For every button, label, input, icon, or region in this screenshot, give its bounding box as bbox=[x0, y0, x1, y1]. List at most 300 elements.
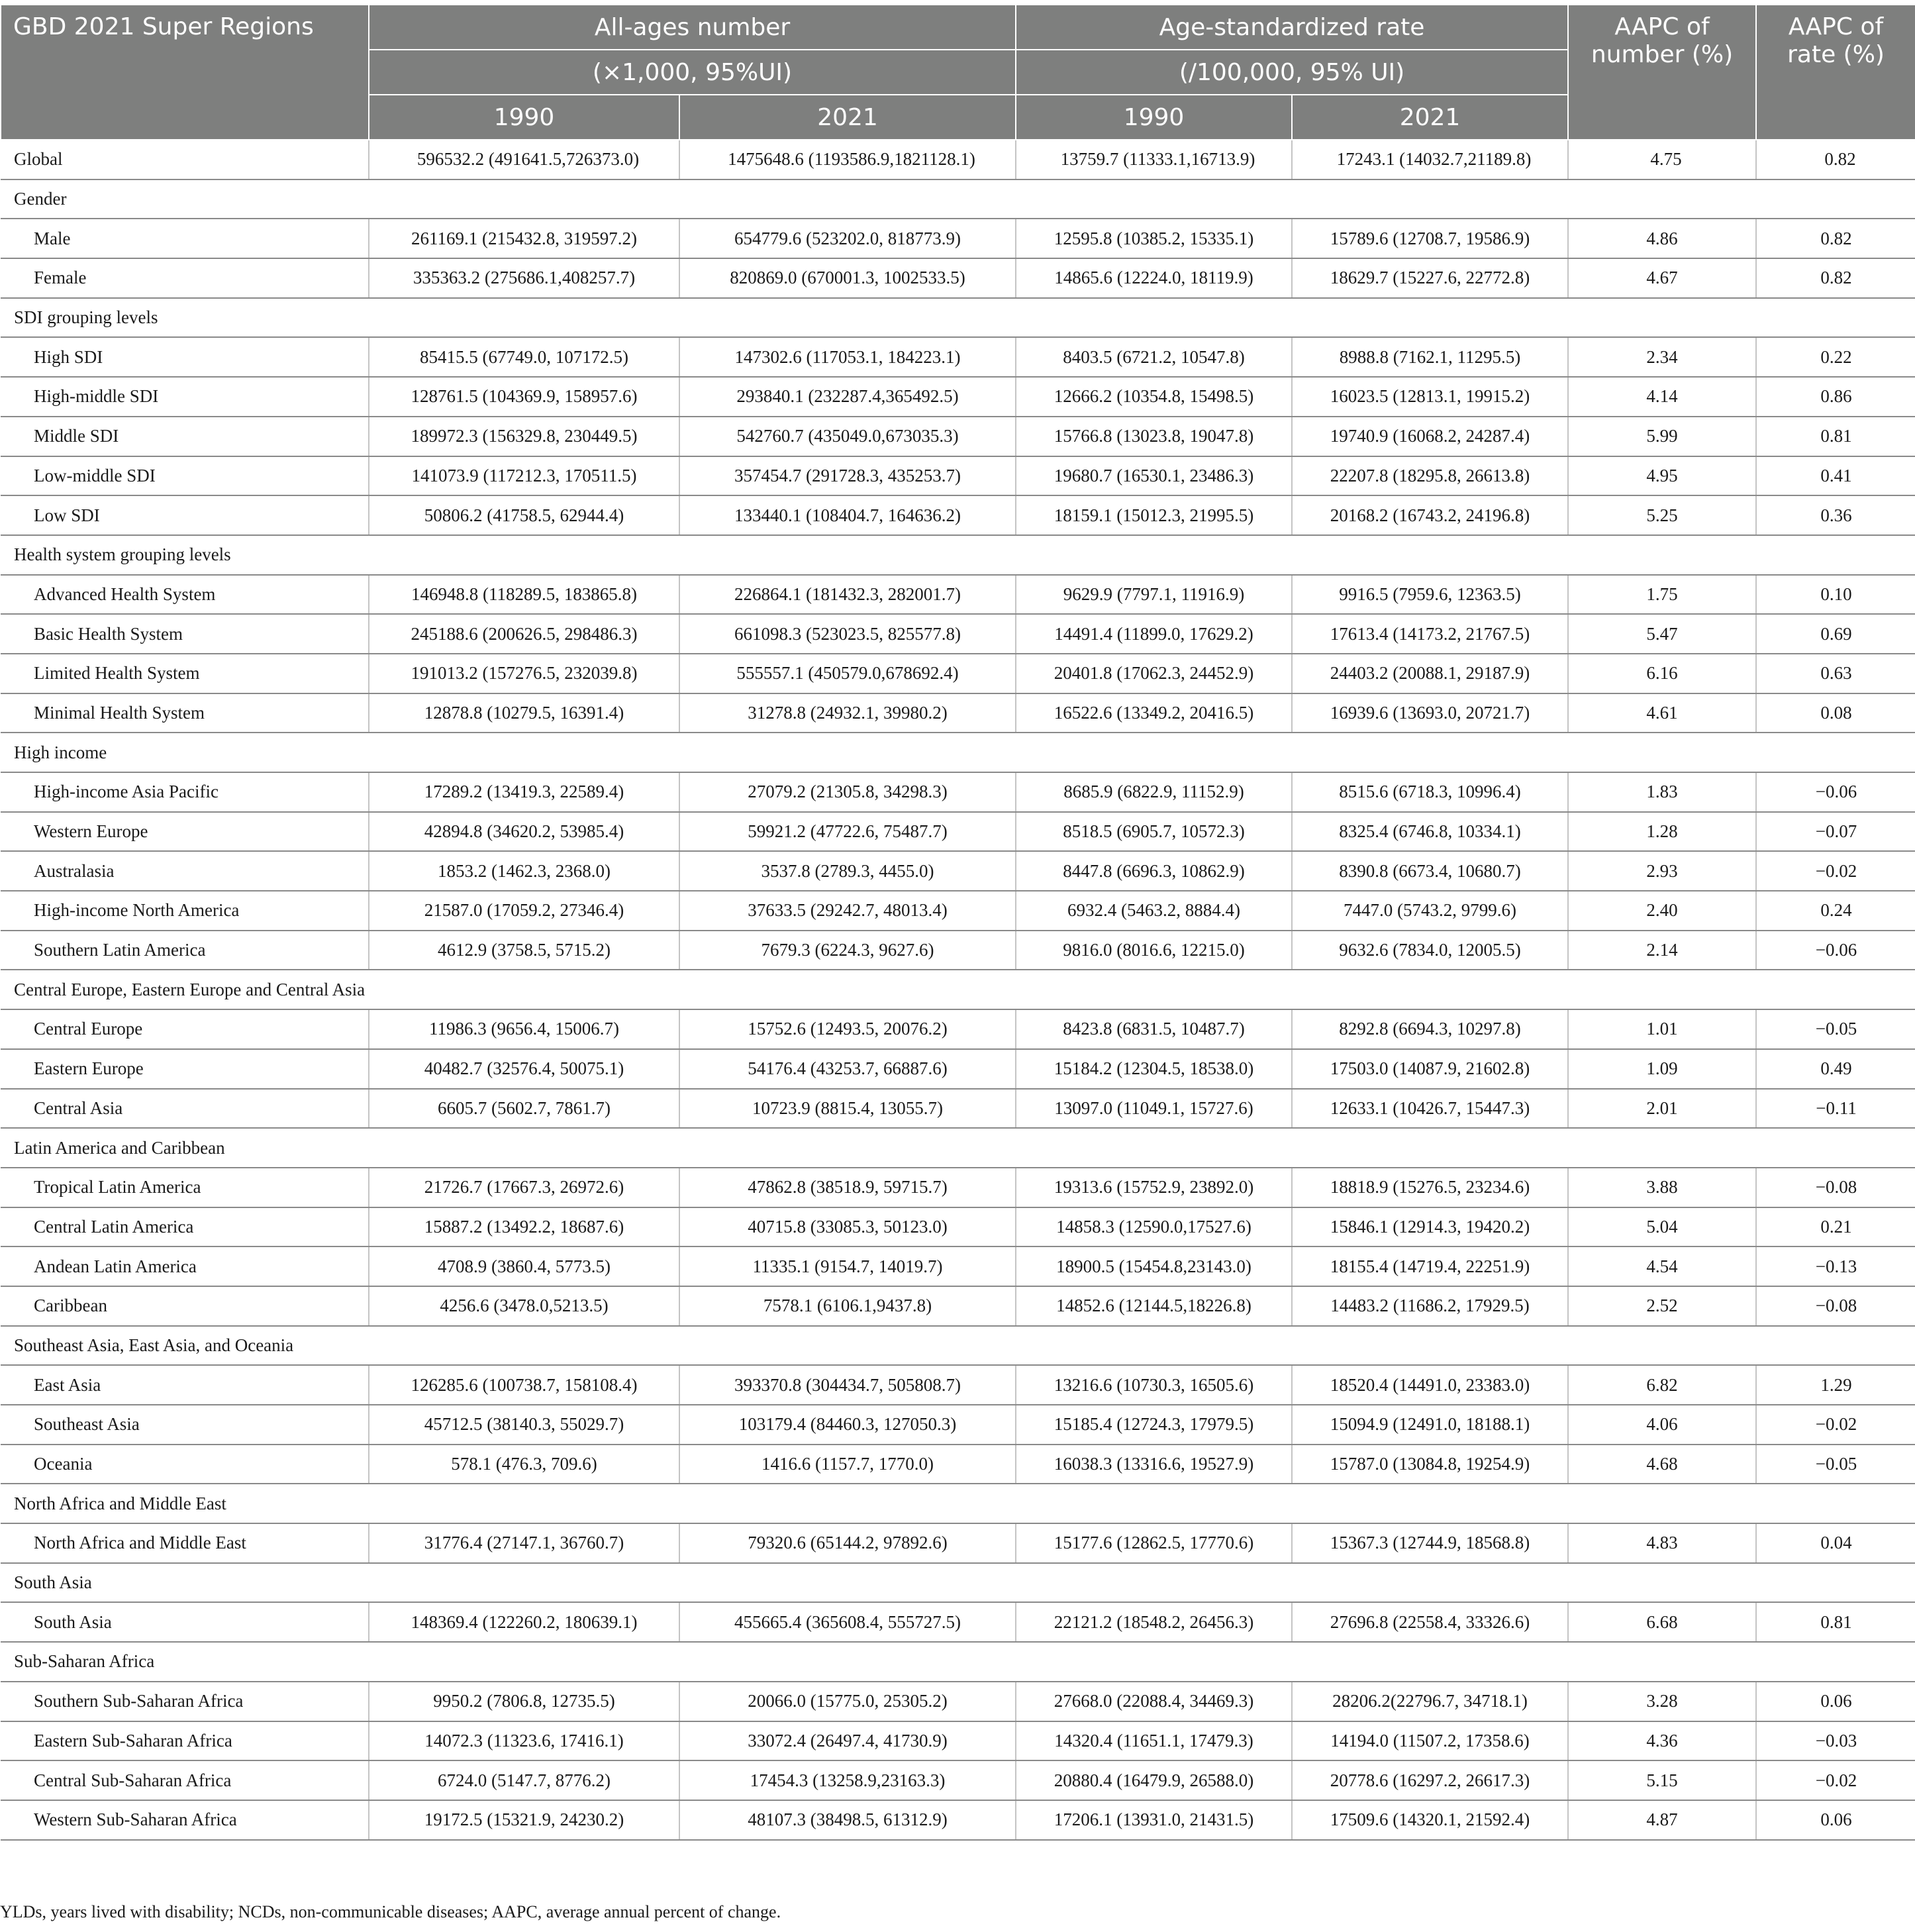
number-2021-cell: 555557.1 (450579.0,678692.4) bbox=[679, 654, 1016, 693]
rate-2021-cell: 18818.9 (15276.5, 23234.6) bbox=[1292, 1168, 1568, 1207]
rate-1990-cell: 14852.6 (12144.5,18226.8) bbox=[1016, 1286, 1292, 1326]
rate-2021-cell: 17509.6 (14320.1, 21592.4) bbox=[1292, 1800, 1568, 1840]
section-title: Latin America and Caribbean bbox=[1, 1128, 1915, 1168]
aapc-number-cell: 4.36 bbox=[1568, 1721, 1756, 1761]
aapc-rate-cell: 0.22 bbox=[1756, 337, 1915, 377]
aapc-rate-cell: 0.63 bbox=[1756, 654, 1915, 693]
number-2021-cell: 1416.6 (1157.7, 1770.0) bbox=[679, 1445, 1016, 1484]
number-2021-cell: 133440.1 (108404.7, 164636.2) bbox=[679, 495, 1016, 535]
table-row bbox=[1, 1760, 1915, 1800]
section-title: Southeast Asia, East Asia, and Oceania bbox=[1, 1326, 1915, 1366]
rate-1990-cell: 8423.8 (6831.5, 10487.7) bbox=[1016, 1009, 1292, 1049]
number-1990-cell: 191013.2 (157276.5, 232039.8) bbox=[369, 654, 679, 693]
rate-2021-cell: 17613.4 (14173.2, 21767.5) bbox=[1292, 614, 1568, 654]
rate-1990-cell: 19680.7 (16530.1, 23486.3) bbox=[1016, 456, 1292, 496]
header-rate-1990: 1990 bbox=[1016, 95, 1292, 140]
table-row bbox=[1, 812, 1915, 852]
rate-2021-cell: 9916.5 (7959.6, 12363.5) bbox=[1292, 575, 1568, 615]
number-2021-cell: 357454.7 (291728.3, 435253.7) bbox=[679, 456, 1016, 496]
rate-2021-cell: 22207.8 (18295.8, 26613.8) bbox=[1292, 456, 1568, 496]
table-row bbox=[1, 337, 1915, 377]
number-1990-cell: 31776.4 (27147.1, 36760.7) bbox=[369, 1523, 679, 1563]
aapc-rate-cell: 0.06 bbox=[1756, 1800, 1915, 1840]
rate-1990-cell: 13759.7 (11333.1,16713.9) bbox=[1016, 140, 1292, 179]
number-1990-cell: 40482.7 (32576.4, 50075.1) bbox=[369, 1049, 679, 1089]
number-2021-cell: 59921.2 (47722.6, 75487.7) bbox=[679, 812, 1016, 852]
section-header-row bbox=[1, 1128, 1915, 1168]
section-header-row bbox=[1, 1642, 1915, 1682]
aapc-number-cell: 4.68 bbox=[1568, 1445, 1756, 1484]
number-1990-cell: 335363.2 (275686.1,408257.7) bbox=[369, 258, 679, 298]
rate-2021-cell: 18629.7 (15227.6, 22772.8) bbox=[1292, 258, 1568, 298]
number-1990-cell: 14072.3 (11323.6, 17416.1) bbox=[369, 1721, 679, 1761]
aapc-rate-cell: 0.81 bbox=[1756, 417, 1915, 456]
region-name-cell: South Asia bbox=[1, 1602, 369, 1642]
table-row bbox=[1, 614, 1915, 654]
header-rate-2021: 2021 bbox=[1292, 95, 1568, 140]
section-header-row bbox=[1, 535, 1915, 575]
rate-2021-cell: 7447.0 (5743.2, 9799.6) bbox=[1292, 891, 1568, 931]
rate-1990-cell: 9816.0 (8016.6, 12215.0) bbox=[1016, 931, 1292, 970]
region-name-cell: Eastern Sub-Saharan Africa bbox=[1, 1721, 369, 1761]
number-2021-cell: 48107.3 (38498.5, 61312.9) bbox=[679, 1800, 1016, 1840]
number-2021-cell: 455665.4 (365608.4, 555727.5) bbox=[679, 1602, 1016, 1642]
section-header-row bbox=[1, 1563, 1915, 1603]
rate-1990-cell: 15184.2 (12304.5, 18538.0) bbox=[1016, 1049, 1292, 1089]
table-row bbox=[1, 1602, 1915, 1642]
aapc-rate-cell: −0.02 bbox=[1756, 1760, 1915, 1800]
number-1990-cell: 15887.2 (13492.2, 18687.6) bbox=[369, 1207, 679, 1247]
region-name-cell: Male bbox=[1, 219, 369, 258]
number-2021-cell: 293840.1 (232287.4,365492.5) bbox=[679, 377, 1016, 417]
aapc-rate-cell: 0.06 bbox=[1756, 1682, 1915, 1721]
region-name-cell: Oceania bbox=[1, 1445, 369, 1484]
number-1990-cell: 17289.2 (13419.3, 22589.4) bbox=[369, 772, 679, 812]
aapc-rate-cell: −0.08 bbox=[1756, 1168, 1915, 1207]
section-title: Health system grouping levels bbox=[1, 535, 1915, 575]
aapc-number-cell: 4.61 bbox=[1568, 693, 1756, 733]
aapc-number-cell: 1.83 bbox=[1568, 772, 1756, 812]
aapc-rate-cell: 0.49 bbox=[1756, 1049, 1915, 1089]
aapc-number-cell: 4.67 bbox=[1568, 258, 1756, 298]
number-1990-cell: 85415.5 (67749.0, 107172.5) bbox=[369, 337, 679, 377]
region-name-cell: Australasia bbox=[1, 851, 369, 891]
aapc-rate-cell: 0.24 bbox=[1756, 891, 1915, 931]
aapc-number-cell: 2.34 bbox=[1568, 337, 1756, 377]
number-1990-cell: 261169.1 (215432.8, 319597.2) bbox=[369, 219, 679, 258]
aapc-number-cell: 1.01 bbox=[1568, 1009, 1756, 1049]
region-name-cell: Southeast Asia bbox=[1, 1405, 369, 1445]
rate-2021-cell: 14194.0 (11507.2, 17358.6) bbox=[1292, 1721, 1568, 1761]
number-1990-cell: 42894.8 (34620.2, 53985.4) bbox=[369, 812, 679, 852]
aapc-number-cell: 5.04 bbox=[1568, 1207, 1756, 1247]
number-2021-cell: 10723.9 (8815.4, 13055.7) bbox=[679, 1089, 1016, 1129]
rate-2021-cell: 19740.9 (16068.2, 24287.4) bbox=[1292, 417, 1568, 456]
rate-1990-cell: 8447.8 (6696.3, 10862.9) bbox=[1016, 851, 1292, 891]
rate-1990-cell: 8685.9 (6822.9, 11152.9) bbox=[1016, 772, 1292, 812]
number-1990-cell: 4708.9 (3860.4, 5773.5) bbox=[369, 1246, 679, 1286]
header-aapc-rate: AAPC of rate (%) bbox=[1756, 5, 1915, 140]
number-1990-cell: 141073.9 (117212.3, 170511.5) bbox=[369, 456, 679, 496]
aapc-rate-cell: 0.81 bbox=[1756, 1602, 1915, 1642]
number-1990-cell: 21587.0 (17059.2, 27346.4) bbox=[369, 891, 679, 931]
number-2021-cell: 33072.4 (26497.4, 41730.9) bbox=[679, 1721, 1016, 1761]
table-row bbox=[1, 1168, 1915, 1207]
number-2021-cell: 15752.6 (12493.5, 20076.2) bbox=[679, 1009, 1016, 1049]
table-row bbox=[1, 1286, 1915, 1326]
rate-1990-cell: 17206.1 (13931.0, 21431.5) bbox=[1016, 1800, 1292, 1840]
number-2021-cell: 54176.4 (43253.7, 66887.6) bbox=[679, 1049, 1016, 1089]
number-1990-cell: 126285.6 (100738.7, 158108.4) bbox=[369, 1365, 679, 1405]
region-name-cell: Low SDI bbox=[1, 495, 369, 535]
aapc-number-cell: 1.28 bbox=[1568, 812, 1756, 852]
number-2021-cell: 40715.8 (33085.3, 50123.0) bbox=[679, 1207, 1016, 1247]
number-2021-cell: 79320.6 (65144.2, 97892.6) bbox=[679, 1523, 1016, 1563]
rate-1990-cell: 16038.3 (13316.6, 19527.9) bbox=[1016, 1445, 1292, 1484]
aapc-number-cell: 6.68 bbox=[1568, 1602, 1756, 1642]
header-number-2021: 2021 bbox=[679, 95, 1016, 140]
region-name-cell: High-middle SDI bbox=[1, 377, 369, 417]
rate-2021-cell: 15787.0 (13084.8, 19254.9) bbox=[1292, 1445, 1568, 1484]
section-header-row bbox=[1, 298, 1915, 338]
rate-1990-cell: 15177.6 (12862.5, 17770.6) bbox=[1016, 1523, 1292, 1563]
aapc-rate-cell: −0.07 bbox=[1756, 812, 1915, 852]
number-1990-cell: 128761.5 (104369.9, 158957.6) bbox=[369, 377, 679, 417]
region-name-cell: Western Sub-Saharan Africa bbox=[1, 1800, 369, 1840]
rate-2021-cell: 8988.8 (7162.1, 11295.5) bbox=[1292, 337, 1568, 377]
number-2021-cell: 47862.8 (38518.9, 59715.7) bbox=[679, 1168, 1016, 1207]
table-row bbox=[1, 1721, 1915, 1761]
region-name-cell: Southern Latin America bbox=[1, 931, 369, 970]
table-row bbox=[1, 772, 1915, 812]
number-1990-cell: 1853.2 (1462.3, 2368.0) bbox=[369, 851, 679, 891]
aapc-number-cell: 3.88 bbox=[1568, 1168, 1756, 1207]
number-1990-cell: 245188.6 (200626.5, 298486.3) bbox=[369, 614, 679, 654]
table-row bbox=[1, 575, 1915, 615]
table-row bbox=[1, 1523, 1915, 1563]
rate-2021-cell: 17243.1 (14032.7,21189.8) bbox=[1292, 140, 1568, 179]
table-row bbox=[1, 851, 1915, 891]
region-name-cell: East Asia bbox=[1, 1365, 369, 1405]
rate-2021-cell: 9632.6 (7834.0, 12005.5) bbox=[1292, 931, 1568, 970]
table-header bbox=[1, 5, 1915, 140]
aapc-number-cell: 4.54 bbox=[1568, 1246, 1756, 1286]
rate-2021-cell: 20168.2 (16743.2, 24196.8) bbox=[1292, 495, 1568, 535]
table-row bbox=[1, 931, 1915, 970]
table-row bbox=[1, 1445, 1915, 1484]
aapc-number-cell: 4.87 bbox=[1568, 1800, 1756, 1840]
number-2021-cell: 7578.1 (6106.1,9437.8) bbox=[679, 1286, 1016, 1326]
aapc-rate-cell: −0.03 bbox=[1756, 1721, 1915, 1761]
aapc-number-cell: 4.75 bbox=[1568, 140, 1756, 179]
table-row bbox=[1, 1049, 1915, 1089]
rate-1990-cell: 19313.6 (15752.9, 23892.0) bbox=[1016, 1168, 1292, 1207]
region-name-cell: Tropical Latin America bbox=[1, 1168, 369, 1207]
table-row bbox=[1, 891, 1915, 931]
aapc-rate-cell: −0.08 bbox=[1756, 1286, 1915, 1326]
number-2021-cell: 661098.3 (523023.5, 825577.8) bbox=[679, 614, 1016, 654]
section-title: South Asia bbox=[1, 1563, 1915, 1603]
rate-1990-cell: 8518.5 (6905.7, 10572.3) bbox=[1016, 812, 1292, 852]
number-1990-cell: 596532.2 (491641.5,726373.0) bbox=[369, 140, 679, 179]
region-name-cell: High-income Asia Pacific bbox=[1, 772, 369, 812]
aapc-number-cell: 1.75 bbox=[1568, 575, 1756, 615]
rate-1990-cell: 15766.8 (13023.8, 19047.8) bbox=[1016, 417, 1292, 456]
rate-2021-cell: 15789.6 (12708.7, 19586.9) bbox=[1292, 219, 1568, 258]
number-2021-cell: 37633.5 (29242.7, 48013.4) bbox=[679, 891, 1016, 931]
region-name-cell: Central Sub-Saharan Africa bbox=[1, 1760, 369, 1800]
aapc-rate-cell: −0.06 bbox=[1756, 931, 1915, 970]
aapc-rate-cell: 0.04 bbox=[1756, 1523, 1915, 1563]
header-region: GBD 2021 Super Regions bbox=[1, 5, 369, 140]
rate-1990-cell: 27668.0 (22088.4, 34469.3) bbox=[1016, 1682, 1292, 1721]
number-1990-cell: 45712.5 (38140.3, 55029.7) bbox=[369, 1405, 679, 1445]
section-title: Sub-Saharan Africa bbox=[1, 1642, 1915, 1682]
table-row bbox=[1, 495, 1915, 535]
table-row bbox=[1, 140, 1915, 179]
aapc-number-cell: 6.82 bbox=[1568, 1365, 1756, 1405]
rate-2021-cell: 15846.1 (12914.3, 19420.2) bbox=[1292, 1207, 1568, 1247]
rate-1990-cell: 12666.2 (10354.8, 15498.5) bbox=[1016, 377, 1292, 417]
rate-2021-cell: 8325.4 (6746.8, 10334.1) bbox=[1292, 812, 1568, 852]
header-aapc-number: AAPC of number (%) bbox=[1568, 5, 1756, 140]
rate-2021-cell: 8515.6 (6718.3, 10996.4) bbox=[1292, 772, 1568, 812]
rate-1990-cell: 14320.4 (11651.1, 17479.3) bbox=[1016, 1721, 1292, 1761]
aapc-rate-cell: −0.11 bbox=[1756, 1089, 1915, 1129]
header-asr-title: Age-standardized rate bbox=[1016, 5, 1568, 50]
aapc-rate-cell: 1.29 bbox=[1756, 1365, 1915, 1405]
number-2021-cell: 17454.3 (13258.9,23163.3) bbox=[679, 1760, 1016, 1800]
number-2021-cell: 1475648.6 (1193586.9,1821128.1) bbox=[679, 140, 1016, 179]
rate-2021-cell: 28206.2(22796.7, 34718.1) bbox=[1292, 1682, 1568, 1721]
rate-2021-cell: 16023.5 (12813.1, 19915.2) bbox=[1292, 377, 1568, 417]
section-header-row bbox=[1, 733, 1915, 772]
rate-2021-cell: 17503.0 (14087.9, 21602.8) bbox=[1292, 1049, 1568, 1089]
number-1990-cell: 4256.6 (3478.0,5213.5) bbox=[369, 1286, 679, 1326]
rate-2021-cell: 20778.6 (16297.2, 26617.3) bbox=[1292, 1760, 1568, 1800]
rate-1990-cell: 14858.3 (12590.0,17527.6) bbox=[1016, 1207, 1292, 1247]
number-2021-cell: 20066.0 (15775.0, 25305.2) bbox=[679, 1682, 1016, 1721]
rate-2021-cell: 8292.8 (6694.3, 10297.8) bbox=[1292, 1009, 1568, 1049]
section-title: High income bbox=[1, 733, 1915, 772]
number-2021-cell: 7679.3 (6224.3, 9627.6) bbox=[679, 931, 1016, 970]
aapc-number-cell: 4.86 bbox=[1568, 219, 1756, 258]
table-row bbox=[1, 654, 1915, 693]
rate-1990-cell: 12595.8 (10385.2, 15335.1) bbox=[1016, 219, 1292, 258]
section-title: Gender bbox=[1, 179, 1915, 219]
number-2021-cell: 820869.0 (670001.3, 1002533.5) bbox=[679, 258, 1016, 298]
region-name-cell: Eastern Europe bbox=[1, 1049, 369, 1089]
number-1990-cell: 6605.7 (5602.7, 7861.7) bbox=[369, 1089, 679, 1129]
region-name-cell: Advanced Health System bbox=[1, 575, 369, 615]
region-name-cell: High SDI bbox=[1, 337, 369, 377]
number-1990-cell: 11986.3 (9656.4, 15006.7) bbox=[369, 1009, 679, 1049]
aapc-rate-cell: 0.82 bbox=[1756, 219, 1915, 258]
rate-1990-cell: 8403.5 (6721.2, 10547.8) bbox=[1016, 337, 1292, 377]
aapc-number-cell: 5.99 bbox=[1568, 417, 1756, 456]
section-header-row bbox=[1, 970, 1915, 1009]
section-header-row bbox=[1, 179, 1915, 219]
region-name-cell: High-income North America bbox=[1, 891, 369, 931]
number-1990-cell: 578.1 (476.3, 709.6) bbox=[369, 1445, 679, 1484]
table-row bbox=[1, 417, 1915, 456]
region-name-cell: Global bbox=[1, 140, 369, 179]
table-row bbox=[1, 693, 1915, 733]
rate-2021-cell: 27696.8 (22558.4, 33326.6) bbox=[1292, 1602, 1568, 1642]
section-title: North Africa and Middle East bbox=[1, 1484, 1915, 1523]
aapc-rate-cell: −0.02 bbox=[1756, 851, 1915, 891]
aapc-rate-cell: 0.41 bbox=[1756, 456, 1915, 496]
region-name-cell: Minimal Health System bbox=[1, 693, 369, 733]
rate-1990-cell: 18900.5 (15454.8,23143.0) bbox=[1016, 1246, 1292, 1286]
rate-2021-cell: 18520.4 (14491.0, 23383.0) bbox=[1292, 1365, 1568, 1405]
region-name-cell: Basic Health System bbox=[1, 614, 369, 654]
rate-2021-cell: 16939.6 (13693.0, 20721.7) bbox=[1292, 693, 1568, 733]
aapc-number-cell: 5.15 bbox=[1568, 1760, 1756, 1800]
aapc-number-cell: 6.16 bbox=[1568, 654, 1756, 693]
aapc-rate-cell: −0.06 bbox=[1756, 772, 1915, 812]
aapc-number-cell: 4.14 bbox=[1568, 377, 1756, 417]
rate-2021-cell: 14483.2 (11686.2, 17929.5) bbox=[1292, 1286, 1568, 1326]
aapc-number-cell: 5.47 bbox=[1568, 614, 1756, 654]
number-2021-cell: 542760.7 (435049.0,673035.3) bbox=[679, 417, 1016, 456]
header-asr-unit: (/100,000, 95% UI) bbox=[1016, 50, 1568, 95]
aapc-number-cell: 5.25 bbox=[1568, 495, 1756, 535]
rate-1990-cell: 13216.6 (10730.3, 16505.6) bbox=[1016, 1365, 1292, 1405]
table-row bbox=[1, 377, 1915, 417]
number-2021-cell: 226864.1 (181432.3, 282001.7) bbox=[679, 575, 1016, 615]
number-2021-cell: 3537.8 (2789.3, 4455.0) bbox=[679, 851, 1016, 891]
aapc-number-cell: 4.83 bbox=[1568, 1523, 1756, 1563]
number-2021-cell: 147302.6 (117053.1, 184223.1) bbox=[679, 337, 1016, 377]
number-1990-cell: 189972.3 (156329.8, 230449.5) bbox=[369, 417, 679, 456]
aapc-rate-cell: 0.86 bbox=[1756, 377, 1915, 417]
table-row bbox=[1, 1089, 1915, 1129]
aapc-number-cell: 4.95 bbox=[1568, 456, 1756, 496]
table-row bbox=[1, 1800, 1915, 1840]
aapc-number-cell: 2.52 bbox=[1568, 1286, 1756, 1326]
rate-1990-cell: 20401.8 (17062.3, 24452.9) bbox=[1016, 654, 1292, 693]
rate-1990-cell: 9629.9 (7797.1, 11916.9) bbox=[1016, 575, 1292, 615]
aapc-rate-cell: 0.69 bbox=[1756, 614, 1915, 654]
region-name-cell: Southern Sub-Saharan Africa bbox=[1, 1682, 369, 1721]
section-header-row bbox=[1, 1484, 1915, 1523]
rate-1990-cell: 20880.4 (16479.9, 26588.0) bbox=[1016, 1760, 1292, 1800]
aapc-number-cell: 2.14 bbox=[1568, 931, 1756, 970]
aapc-rate-cell: −0.05 bbox=[1756, 1445, 1915, 1484]
rate-2021-cell: 15367.3 (12744.9, 18568.8) bbox=[1292, 1523, 1568, 1563]
table-row bbox=[1, 1246, 1915, 1286]
region-name-cell: North Africa and Middle East bbox=[1, 1523, 369, 1563]
number-2021-cell: 393370.8 (304434.7, 505808.7) bbox=[679, 1365, 1016, 1405]
aapc-number-cell: 4.06 bbox=[1568, 1405, 1756, 1445]
rate-1990-cell: 18159.1 (15012.3, 21995.5) bbox=[1016, 495, 1292, 535]
rate-1990-cell: 14491.4 (11899.0, 17629.2) bbox=[1016, 614, 1292, 654]
section-header-row bbox=[1, 1326, 1915, 1366]
region-name-cell: Limited Health System bbox=[1, 654, 369, 693]
table-row bbox=[1, 1207, 1915, 1247]
table-row bbox=[1, 219, 1915, 258]
aapc-rate-cell: 0.08 bbox=[1756, 693, 1915, 733]
aapc-rate-cell: −0.05 bbox=[1756, 1009, 1915, 1049]
rate-1990-cell: 15185.4 (12724.3, 17979.5) bbox=[1016, 1405, 1292, 1445]
aapc-rate-cell: −0.13 bbox=[1756, 1246, 1915, 1286]
number-2021-cell: 27079.2 (21305.8, 34298.3) bbox=[679, 772, 1016, 812]
aapc-rate-cell: 0.21 bbox=[1756, 1207, 1915, 1247]
aapc-rate-cell: −0.02 bbox=[1756, 1405, 1915, 1445]
rate-1990-cell: 16522.6 (13349.2, 20416.5) bbox=[1016, 693, 1292, 733]
number-1990-cell: 21726.7 (17667.3, 26972.6) bbox=[369, 1168, 679, 1207]
table-row bbox=[1, 1009, 1915, 1049]
number-2021-cell: 11335.1 (9154.7, 14019.7) bbox=[679, 1246, 1016, 1286]
region-name-cell: Central Latin America bbox=[1, 1207, 369, 1247]
aapc-number-cell: 2.93 bbox=[1568, 851, 1756, 891]
number-1990-cell: 19172.5 (15321.9, 24230.2) bbox=[369, 1800, 679, 1840]
gbd-yld-table bbox=[0, 5, 1915, 1841]
number-2021-cell: 31278.8 (24932.1, 39980.2) bbox=[679, 693, 1016, 733]
number-2021-cell: 654779.6 (523202.0, 818773.9) bbox=[679, 219, 1016, 258]
region-name-cell: Caribbean bbox=[1, 1286, 369, 1326]
number-1990-cell: 50806.2 (41758.5, 62944.4) bbox=[369, 495, 679, 535]
table-row bbox=[1, 1682, 1915, 1721]
header-allages-unit: (×1,000, 95%UI) bbox=[369, 50, 1016, 95]
table-row bbox=[1, 1405, 1915, 1445]
rate-1990-cell: 14865.6 (12224.0, 18119.9) bbox=[1016, 258, 1292, 298]
data-table-container bbox=[0, 5, 1915, 1841]
region-name-cell: Central Asia bbox=[1, 1089, 369, 1129]
section-title: Central Europe, Eastern Europe and Central Asia bbox=[1, 970, 1915, 1009]
region-name-cell: Central Europe bbox=[1, 1009, 369, 1049]
aapc-rate-cell: 0.82 bbox=[1756, 140, 1915, 179]
rate-2021-cell: 12633.1 (10426.7, 15447.3) bbox=[1292, 1089, 1568, 1129]
aapc-rate-cell: 0.36 bbox=[1756, 495, 1915, 535]
rate-1990-cell: 22121.2 (18548.2, 26456.3) bbox=[1016, 1602, 1292, 1642]
rate-2021-cell: 18155.4 (14719.4, 22251.9) bbox=[1292, 1246, 1568, 1286]
rate-1990-cell: 6932.4 (5463.2, 8884.4) bbox=[1016, 891, 1292, 931]
number-2021-cell: 103179.4 (84460.3, 127050.3) bbox=[679, 1405, 1016, 1445]
section-title: SDI grouping levels bbox=[1, 298, 1915, 338]
table-row bbox=[1, 1365, 1915, 1405]
table-row bbox=[1, 258, 1915, 298]
header-number-1990: 1990 bbox=[369, 95, 679, 140]
number-1990-cell: 148369.4 (122260.2, 180639.1) bbox=[369, 1602, 679, 1642]
rate-2021-cell: 8390.8 (6673.4, 10680.7) bbox=[1292, 851, 1568, 891]
aapc-number-cell: 1.09 bbox=[1568, 1049, 1756, 1089]
rate-2021-cell: 24403.2 (20088.1, 29187.9) bbox=[1292, 654, 1568, 693]
header-allages-title: All-ages number bbox=[369, 5, 1016, 50]
number-1990-cell: 4612.9 (3758.5, 5715.2) bbox=[369, 931, 679, 970]
aapc-number-cell: 2.40 bbox=[1568, 891, 1756, 931]
number-1990-cell: 146948.8 (118289.5, 183865.8) bbox=[369, 575, 679, 615]
number-1990-cell: 6724.0 (5147.7, 8776.2) bbox=[369, 1760, 679, 1800]
region-name-cell: Female bbox=[1, 258, 369, 298]
region-name-cell: Low-middle SDI bbox=[1, 456, 369, 496]
number-1990-cell: 12878.8 (10279.5, 16391.4) bbox=[369, 693, 679, 733]
aapc-rate-cell: 0.10 bbox=[1756, 575, 1915, 615]
table-body bbox=[1, 140, 1915, 1840]
rate-1990-cell: 13097.0 (11049.1, 15727.6) bbox=[1016, 1089, 1292, 1129]
aapc-number-cell: 2.01 bbox=[1568, 1089, 1756, 1129]
region-name-cell: Middle SDI bbox=[1, 417, 369, 456]
rate-2021-cell: 15094.9 (12491.0, 18188.1) bbox=[1292, 1405, 1568, 1445]
aapc-rate-cell: 0.82 bbox=[1756, 258, 1915, 298]
aapc-number-cell: 3.28 bbox=[1568, 1682, 1756, 1721]
region-name-cell: Andean Latin America bbox=[1, 1246, 369, 1286]
number-1990-cell: 9950.2 (7806.8, 12735.5) bbox=[369, 1682, 679, 1721]
table-row bbox=[1, 456, 1915, 496]
region-name-cell: Western Europe bbox=[1, 812, 369, 852]
table-footnote: YLDs, years lived with disability; NCDs, non-communicable diseases; AAPC, average annual percent of change. bbox=[0, 1902, 781, 1921]
